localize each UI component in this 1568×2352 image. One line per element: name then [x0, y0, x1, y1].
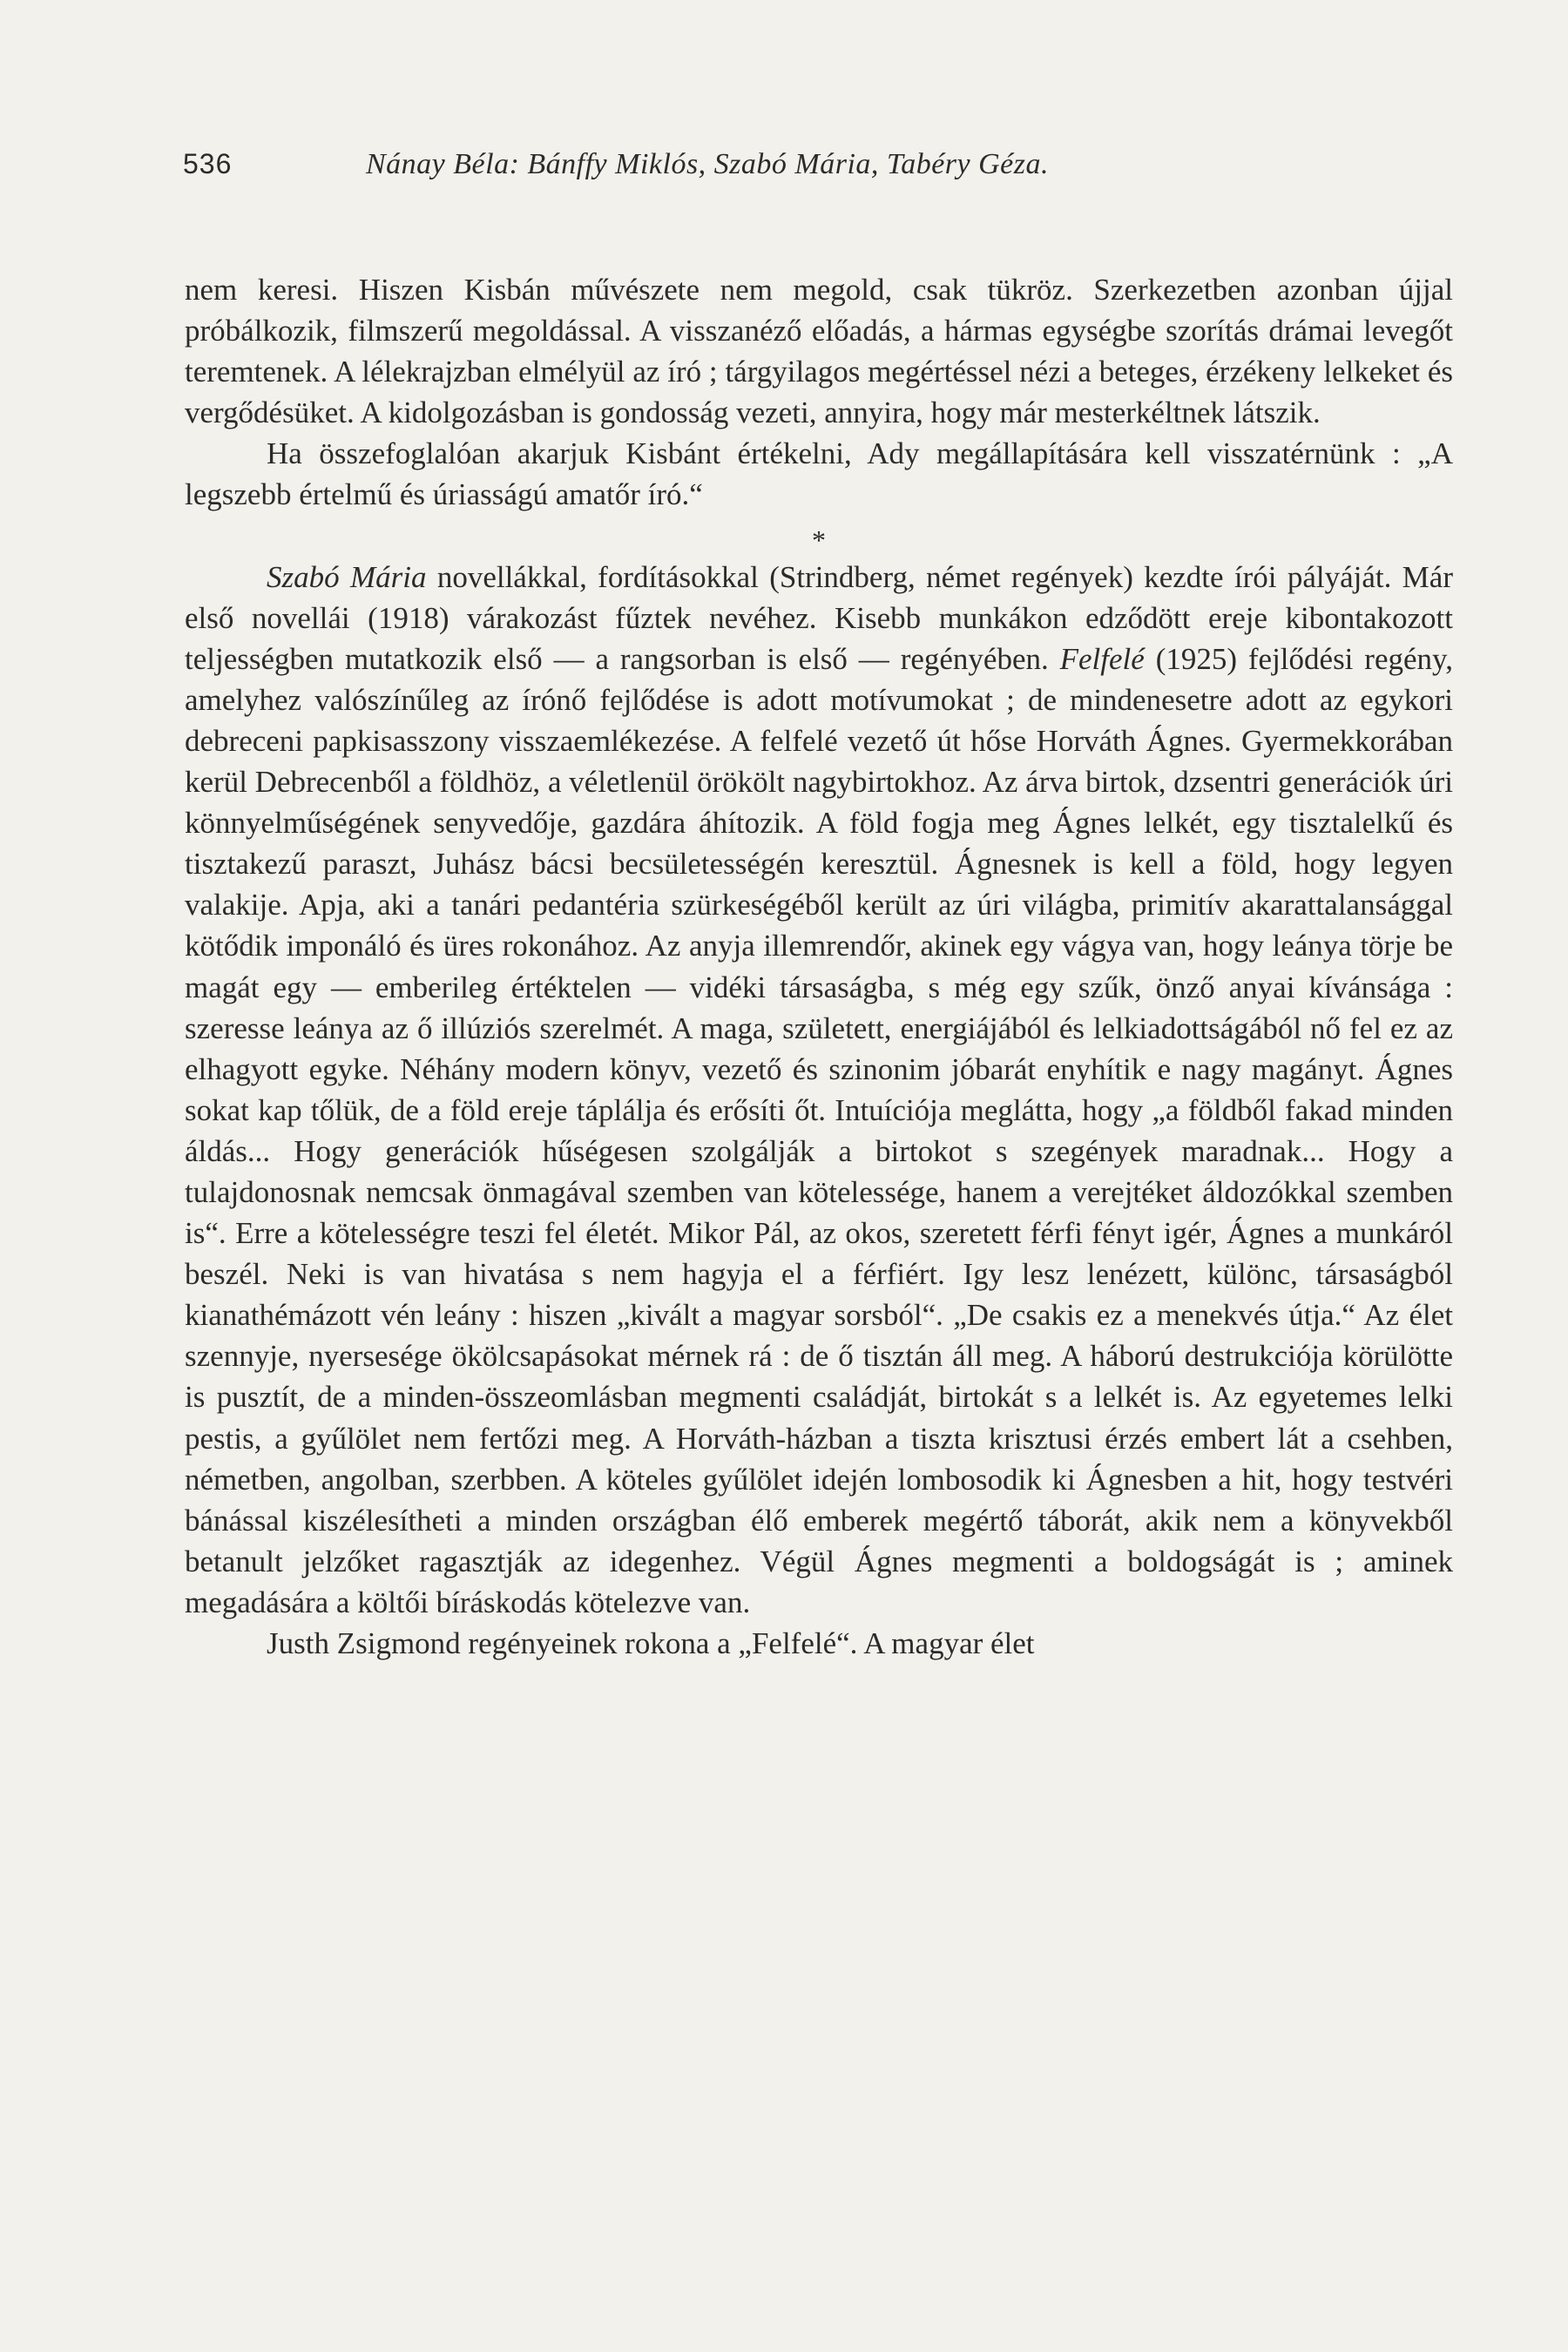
author-name: Szabó Mária [267, 559, 427, 594]
novel-title: Felfelé [1059, 641, 1145, 676]
paragraph-ady-quote: Ha összefoglalóan akarjuk Kisbánt értékelni, Ady megállapítására kell visszatérnünk : „A legszebb értelmű és úriasságú amatőr író.“ [185, 436, 1453, 512]
page-header [183, 148, 1455, 192]
body-text [185, 269, 1453, 1664]
paragraph-szabo-maria [185, 557, 1453, 1623]
section-separator: * [812, 524, 826, 556]
paragraph-kisban-conclusion: nem keresi. Hiszen Kisbán művészete nem megold, csak tükröz. Szerkezetben azonban újjal próbálkozik, filmszerű megoldással. A visszanéző előadás, a hármas egységbe szorítás drámai levegőt teremtenek. A lélekrajzban elmélyül az író ; tárgyilagos megértéssel nézi a beteges, érzékeny lelkeket és vergődésüket. A kidolgozásban is gondosság vezeti, annyira, hogy már mesterkéltnek látszik. [185, 273, 1453, 430]
page-number: 536 [183, 148, 233, 179]
paragraph-justh: Justh Zsigmond regényeinek rokona a „Felfelé“. A magyar élet [267, 1626, 1035, 1660]
running-head: Nánay Béla: Bánffy Miklós, Szabó Mária, Tabéry Géza. [366, 148, 1049, 180]
paragraph-text: (1925) fejlődési regény, amelyhez valószínűleg az írónő fejlődése is adott motívumokat ; de mindenesetre adott az egykori debreceni papkisasszony visszaemlékezése. A felfelé vezető út hőse Horváth Ágnes. Gyermekkorában kerül Debrecenből a földhöz, a véletlenül örökölt nagybirtokhoz. Az árva birtok, dzsentri generációk úri könnyelműségének senyvedője, gazdára áhítozik. A föld fogja meg Ágnes lelkét, egy tisztalelkű és tisztakezű paraszt, Juhász bácsi becsületességén keresztül. Ágnesnek is kell a föld, hogy legyen valakije. Apja, aki a tanári pedantéria szürkeségéből került az úri világba, primitív akarattalansággal kötődik imponáló és üres rokonához. Az anyja illemrendőr, akinek egy vágya van, hogy leánya törje be magát egy — emberileg értéktelen — vidéki társaságba, s még egy szűk, önző anyai kívánsága : szeresse leánya az ő illúziós szerelmét. A maga, született, energiájából és lelkiadottságából nő fel ez az elhagyott egyke. Néhány modern könyv, vezető és szinonim jóbarát enyhítik e nagy magányt. Ágnes sokat kap tőlük, de a föld ereje táplálja és erősíti őt. Intuíciója meglátta, hogy „a földből fakad minden áldás... Hogy generációk hűségesen szolgálják a birtokot s szegények maradnak... Hogy a tulajdonosnak nemcsak önmagával szemben van kötelessége, hanem a verejtéket áldozókkal szemben is“. Erre a kötelességre teszi fel életét. Mikor Pál, az okos, szeretett férfi fényt igér, Ágnes a munkáról beszél. Neki is van hivatása s nem hagyja el a férfiért. Igy lesz lenézett, különc, társaságból kianathémázott vén leány : hiszen „kivált a magyar sorsból“. „De csakis ez a menekvés útja.“ Az élet szennyje, nyersesége ökölcsapásokat mérnek rá : de ő tisztán áll meg. A háború destrukciója körülötte is pusztít, de a minden-összeomlásban megmenti családját, birtokát s a lelkét is. Az egyetemes lelki pestis, a gyűlölet nem fertőzi meg. A Horváth-házban a tiszta krisztusi érzés embert lát a csehben, németben, angolban, szerbben. A köteles gyűlölet idején lombosodik ki Ágnesben a hit, hogy testvéri bánással kiszélesítheti a minden országban élő emberek megértő táborát, akik nem a könyvekből betanult jelzőket ragasztják az idegenhez. Végül Ágnes megmenti a boldogságát is ; aminek megadására a költői bíráskodás kötelezve van. [185, 641, 1454, 1619]
paragraph-text: novellákkal, fordításokkal (Strindberg, német regények) kezdte írói pályáját. Már első novellái (1918) várakozást fűztek nevéhez. Kisebb munkákon edződött ereje kibontakozott teljességben mutatkozik első — a rangsorban is első — regényében. [185, 559, 1453, 676]
